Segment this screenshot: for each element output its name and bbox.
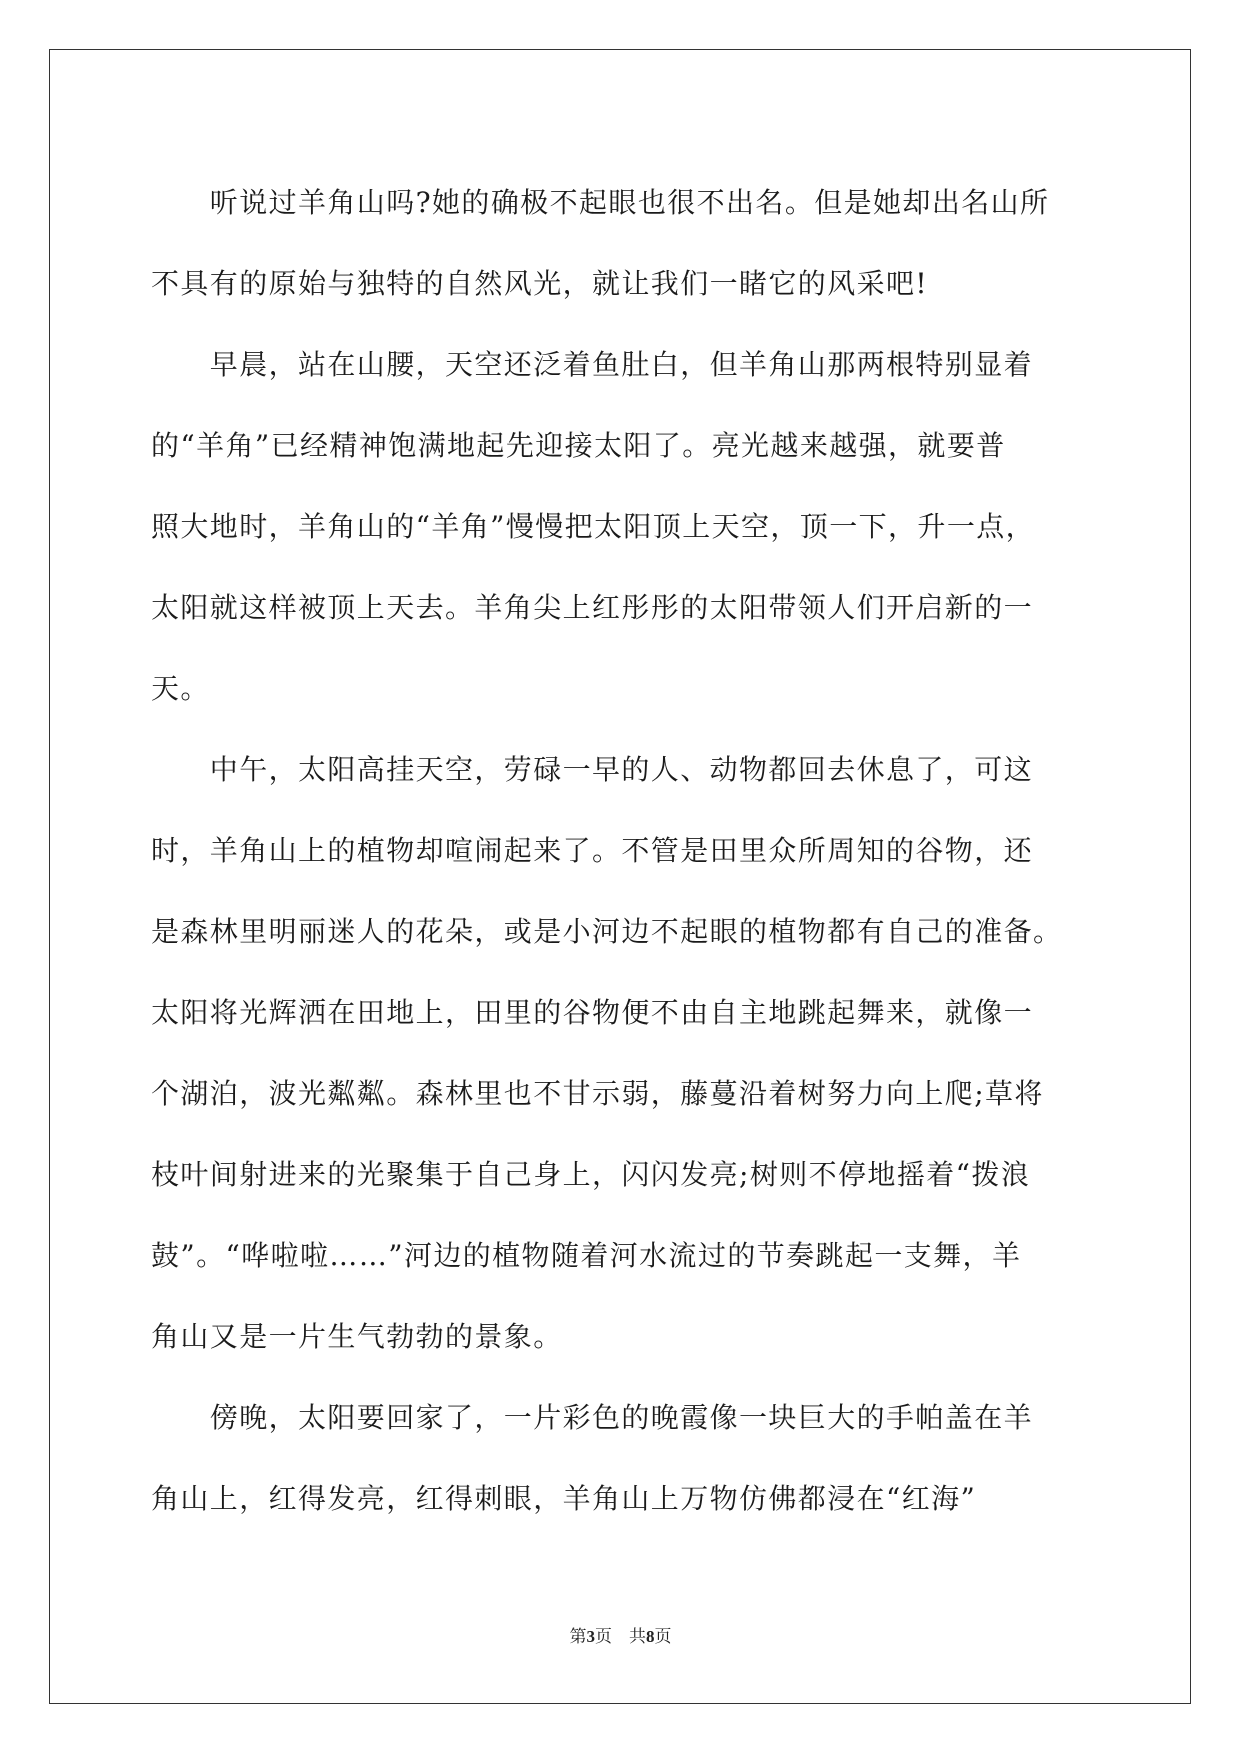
text-line: 时，羊角山上的植物却喧闹起来了。不管是田里众所周知的谷物，还 [151,834,1034,867]
text-line: 天。 [151,672,210,705]
paragraph [151,162,1091,324]
text-line: 是森林里明丽迷人的花朵，或是小河边不起眼的植物都有自己的准备。 [151,915,1063,948]
text-line: 中午，太阳高挂天空，劳碌一早的人、动物都回去休息了，可这 [151,753,1034,786]
text-line: 听说过羊角山吗?她的确极不起眼也很不出名。但是她却出名山所 [151,186,1050,219]
text-line: 傍晚，太阳要回家了，一片彩色的晚霞像一块巨大的手帕盖在羊 [151,1401,1034,1434]
text-line: 太阳将光辉洒在田地上，田里的谷物便不由自主地跳起舞来，就像一 [151,996,1034,1029]
text-line: 角山又是一片生气勃勃的景象。 [151,1320,563,1353]
page-footer [0,1622,1241,1647]
text-line: 鼓”。“哗啦啦……”河边的植物随着河水流过的节奏跳起一支舞，羊 [151,1239,1022,1272]
text-line: 早晨，站在山腰，天空还泛着鱼肚白，但羊角山那两根特别显着 [151,348,1034,381]
document-body [151,162,1091,1539]
text-line: 角山上，红得发亮，红得刺眼，羊角山上万物仿佛都浸在“红海” [151,1482,977,1515]
text-line: 太阳就这样被顶上天去。羊角尖上红彤彤的太阳带领人们开启新的一 [151,591,1034,624]
page-number-prefix: 第 [569,1627,587,1647]
paragraph [151,729,1091,1377]
text-line: 的“羊角”已经精神饱满地起先迎接太阳了。亮光越来越强，就要普 [151,429,1006,462]
page-number-separator: 页 共 [595,1627,646,1647]
text-line: 枝叶间射进来的光聚集于自己身上，闪闪发亮;树则不停地摇着“拨浪 [151,1158,1031,1191]
paragraph [151,324,1091,729]
paragraph [151,1377,1091,1539]
page-number-current: 3 [586,1627,595,1646]
text-line: 个湖泊，波光粼粼。森林里也不甘示弱，藤蔓沿着树努力向上爬;草将 [151,1077,1044,1110]
page-number-total: 8 [646,1627,655,1646]
text-line: 照大地时，羊角山的“羊角”慢慢把太阳顶上天空，顶一下，升一点， [151,510,1036,543]
text-line: 不具有的原始与独特的自然风光，就让我们一睹它的风采吧! [151,267,929,300]
page-number-suffix: 页 [654,1627,672,1647]
